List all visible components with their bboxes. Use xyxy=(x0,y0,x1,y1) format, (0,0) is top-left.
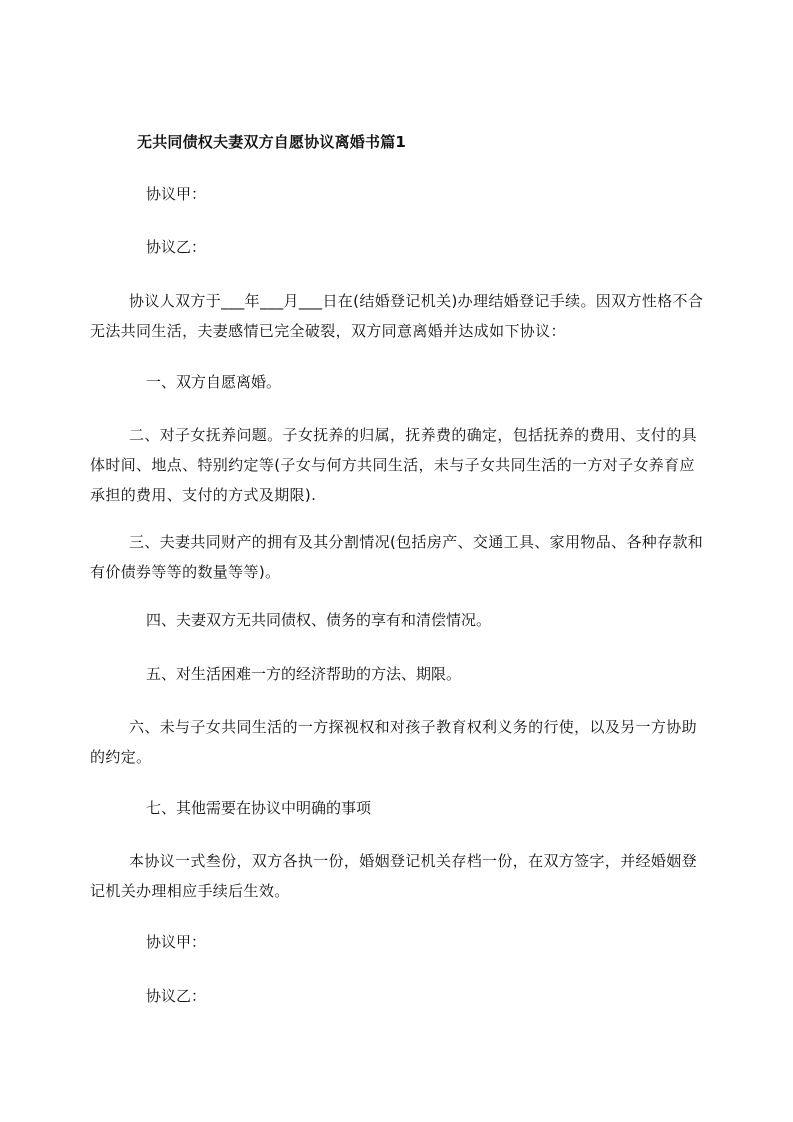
clause-7: 七、其他需要在协议中明确的事项 xyxy=(146,799,372,817)
clause-4: 四、夫妻双方无共同债权、债务的享有和清偿情况。 xyxy=(146,611,492,629)
party-b-label-top: 协议乙： xyxy=(146,238,207,256)
party-a-label-bottom: 协议甲： xyxy=(146,933,207,951)
document-title: 无共同债权夫妻双方自愿协议离婚书篇1 xyxy=(137,133,407,151)
clause-2: 二、对子女抚养问题。子女抚养的归属，抚养费的确定，包括抚养的费用、支付的具体时间、地点、特别约定等(子女与何方共同生活，未与子女共同生活的一方对子女养育应承担的费用、支付的方式及期限). xyxy=(90,426,697,504)
clause-5: 五、对生活困难一方的经济帮助的方法、期限。 xyxy=(146,665,462,683)
party-a-label-top: 协议甲： xyxy=(146,185,207,203)
clause-3: 三、夫妻共同财产的拥有及其分割情况(包括房产、交通工具、家用物品、各种存款和有价债券等等的数量等等)。 xyxy=(90,533,704,581)
clause-6: 六、未与子女共同生活的一方探视权和对孩子教育权利义务的行使，以及另一方协助的约定。 xyxy=(90,718,697,766)
intro-paragraph: 协议人双方于___年___月___日在(结婚登记机关)办理结婚登记手续。因双方性格不合无法共同生活，夫妻感情已完全破裂，双方同意离婚并达成如下协议： xyxy=(90,292,704,340)
clause-1: 一、双方自愿离婚。 xyxy=(146,373,282,391)
closing-paragraph: 本协议一式叁份，双方各执一份，婚姻登记机关存档一份，在双方签字，并经婚姻登记机关办理相应手续后生效。 xyxy=(90,852,697,900)
party-b-label-bottom: 协议乙： xyxy=(146,987,207,1005)
